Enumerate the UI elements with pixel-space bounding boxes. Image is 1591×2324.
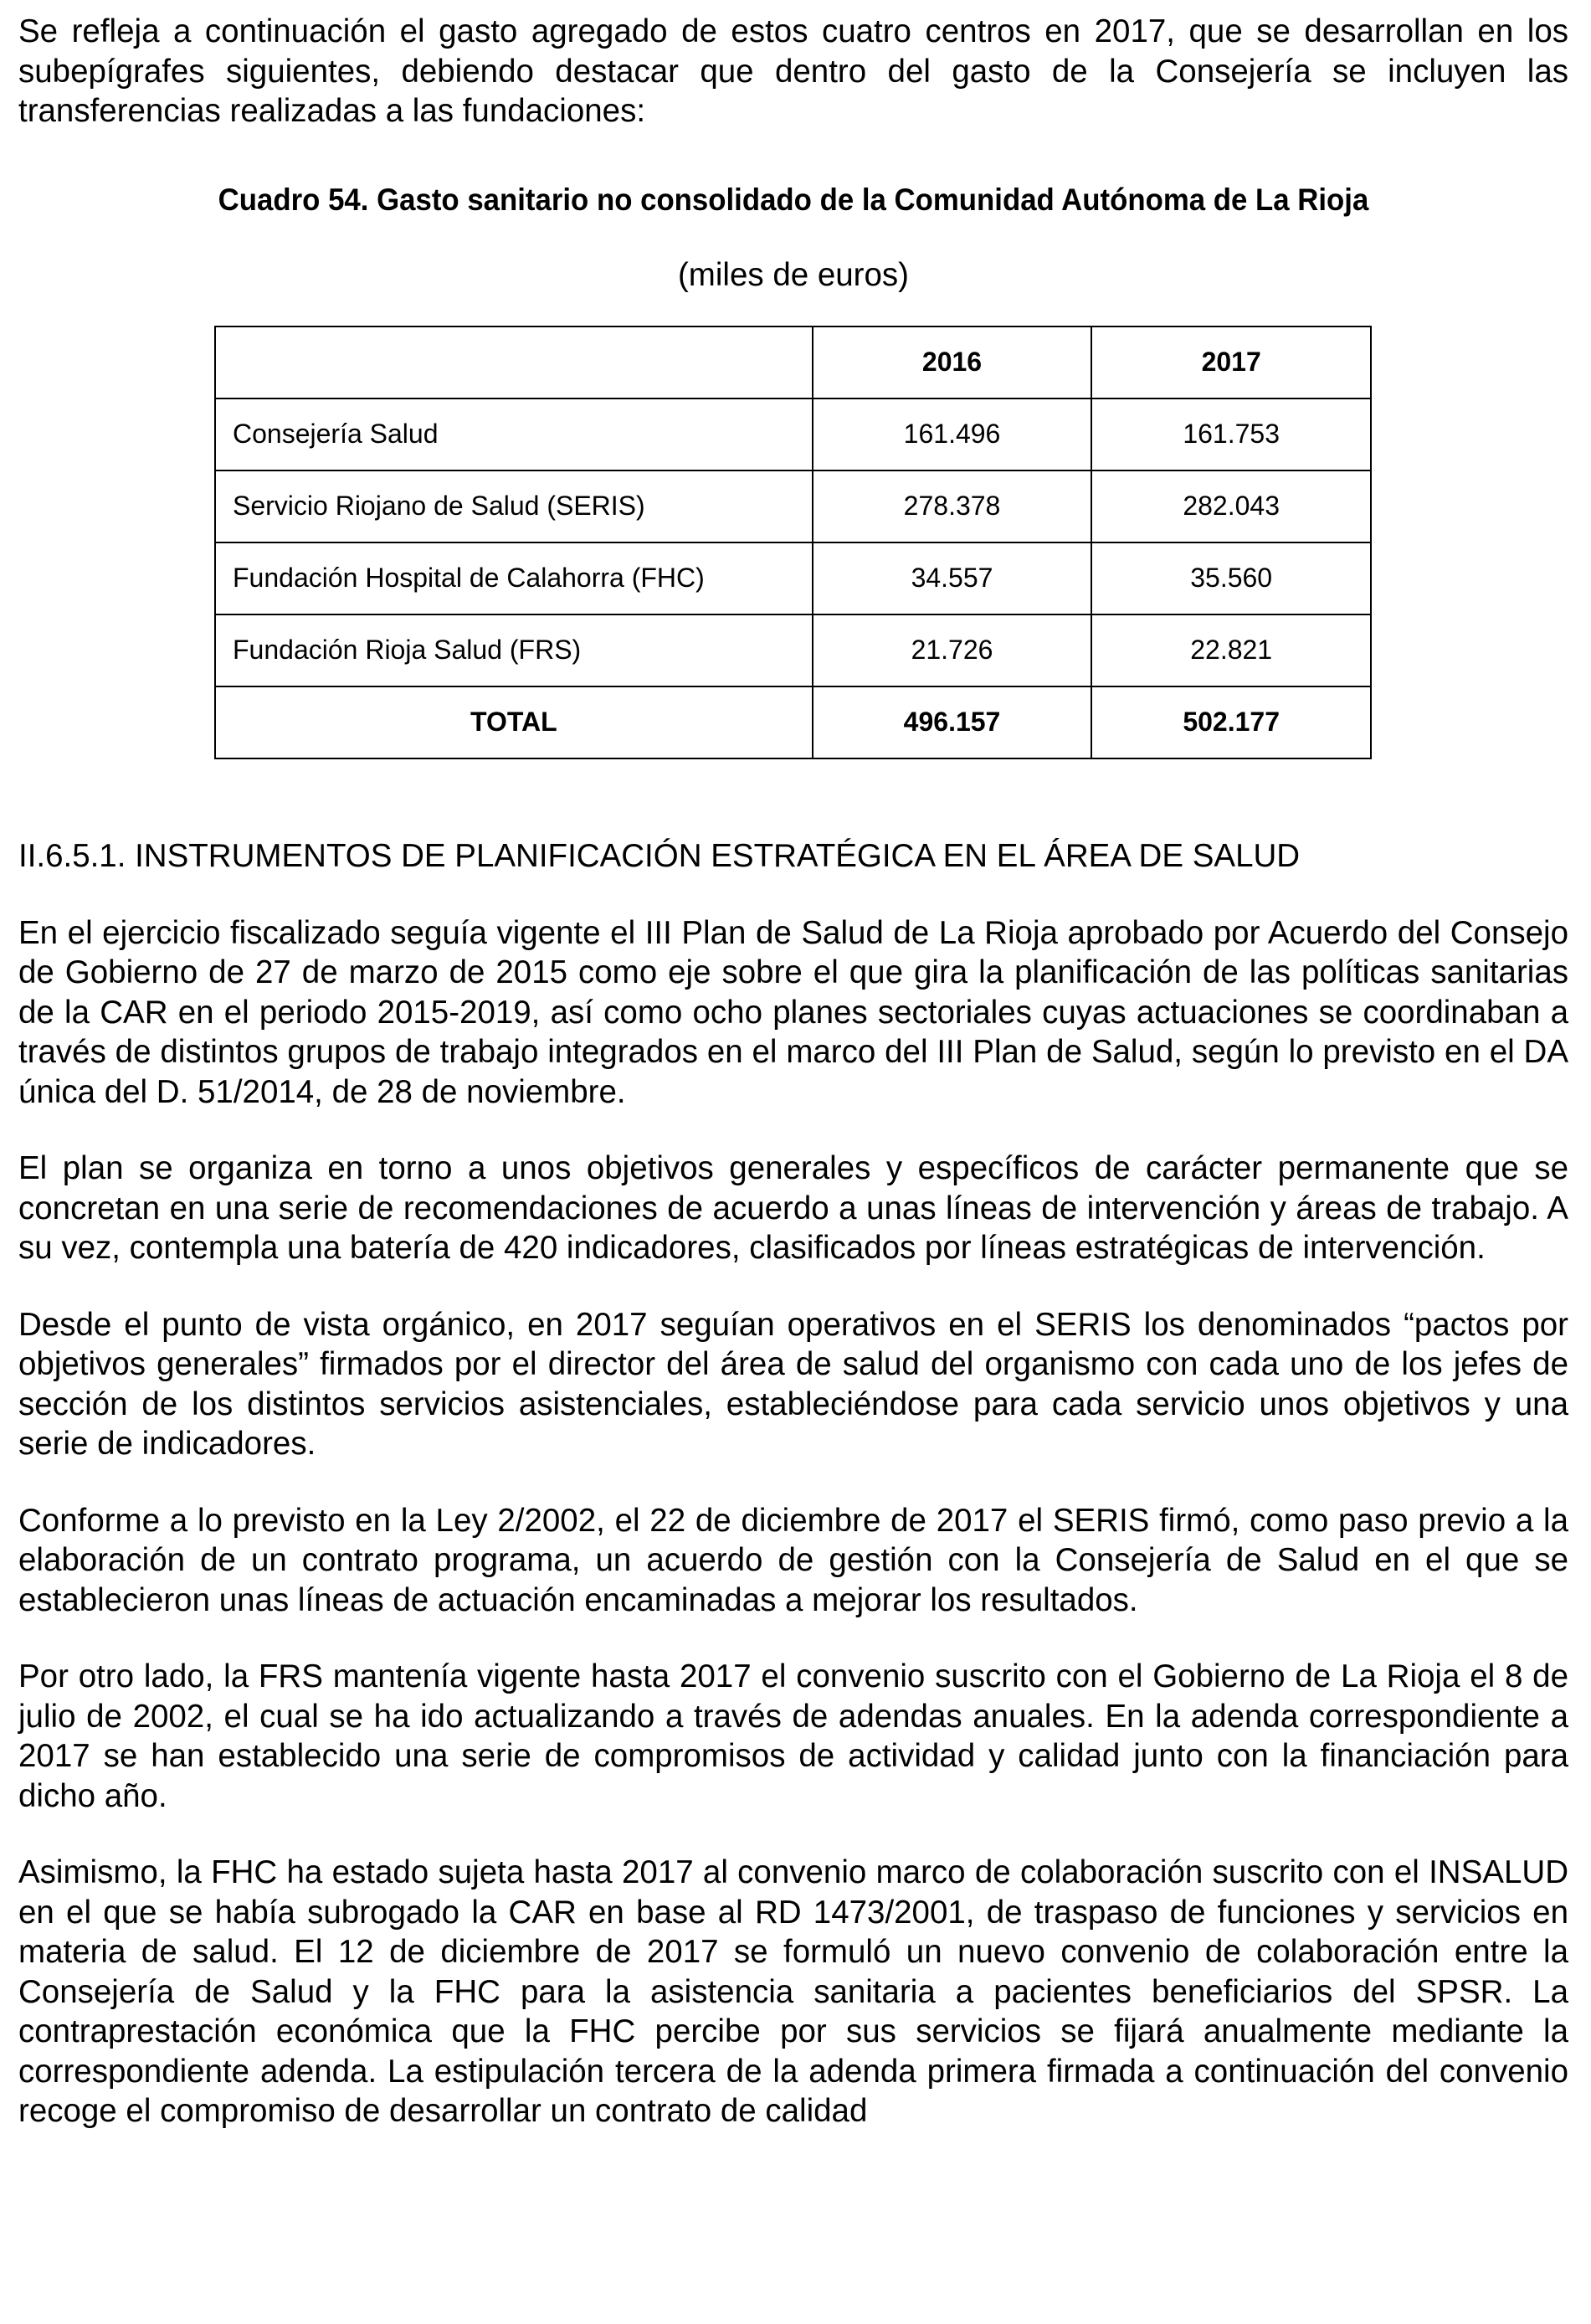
table-row: [215, 470, 1371, 542]
row-value-2016: 34.557: [813, 542, 1092, 614]
total-value-2016: 496.157: [813, 686, 1092, 758]
intro-paragraph: Se refleja a continuación el gasto agregado de estos cuatro centros en 2017, que se desarrollan en los subepígrafes siguientes, debiendo destacar que dentro del gasto de la Consejería se incluyen las transferencias realizadas a las fundaciones:: [18, 13, 1568, 129]
header-year-2017: 2017: [1091, 326, 1371, 398]
row-label: Fundación Rioja Salud (FRS): [215, 614, 813, 686]
row-value-2016: 21.726: [813, 614, 1092, 686]
document-page: [18, 12, 1568, 2131]
row-value-2016: 161.496: [813, 398, 1092, 470]
body-paragraph: Asimismo, la FHC ha estado sujeta hasta 2017 al convenio marco de colaboración suscrito con el INSALUD en el que se había subrogado la CAR en base al RD 1473/2001, de traspaso de funciones y servicios en materia de salud. El 12 de diciembre de 2017 se formuló un nuevo convenio de colaboración entre la Consejería de Salud y la FHC para la asistencia sanitaria a pacientes beneficiarios del SPSR. La contraprestación económica que la FHC percibe por sus servicios se fijará anualmente mediante la correspondiente adenda. La estipulación tercera de la adenda primera firmada a continuación del convenio recoge el compromiso de desarrollar un contrato de calidad: [18, 1854, 1568, 2129]
body-paragraph: Por otro lado, la FRS mantenía vigente hasta 2017 el convenio suscrito con el Gobierno de La Rioja el 8 de julio de 2002, el cual se ha ido actualizando a través de adendas anuales. En la adenda correspondiente a 2017 se han establecido una serie de compromisos de actividad y calidad junto con la financiación para dicho año.: [18, 1658, 1568, 1814]
body-paragraph: Conforme a lo previsto en la Ley 2/2002, el 22 de diciembre de 2017 el SERIS firmó, como paso previo a la elaboración de un contrato programa, un acuerdo de gestión con la Consejería de Salud en el que se establecieron unas líneas de actuación encaminadas a mejorar los resultados.: [18, 1502, 1568, 1618]
table-row: [215, 398, 1371, 470]
row-value-2017: 282.043: [1091, 470, 1371, 542]
expense-table: [214, 326, 1372, 759]
row-value-2017: 22.821: [1091, 614, 1371, 686]
total-label: TOTAL: [215, 686, 813, 758]
table-row: [215, 614, 1371, 686]
table-units: (miles de euros): [677, 256, 909, 293]
table-total-row: [215, 686, 1371, 758]
header-empty-cell: [215, 326, 813, 398]
section-heading: II.6.5.1. INSTRUMENTOS DE PLANIFICACIÓN ESTRATÉGICA EN EL ÁREA DE SALUD: [18, 837, 1301, 874]
row-value-2017: 35.560: [1091, 542, 1371, 614]
total-value-2017: 502.177: [1091, 686, 1371, 758]
body-paragraph: Desde el punto de vista orgánico, en 2017 seguían operativos en el SERIS los denominados “pactos por objetivos generales” firmados por el director del área de salud del organismo con cada uno de los jefes de sección de los distintos servicios asistenciales, estableciéndose para cada servicio unos objetivos y una serie de indicadores.: [18, 1306, 1568, 1462]
row-label: Fundación Hospital de Calahorra (FHC): [215, 542, 813, 614]
row-label: Servicio Riojano de Salud (SERIS): [215, 470, 813, 542]
body-paragraph: En el ejercicio fiscalizado seguía vigente el III Plan de Salud de La Rioja aprobado por Acuerdo del Consejo de Gobierno de 27 de marzo de 2015 como eje sobre el que gira la planificación de las políticas sanitarias de la CAR en el periodo 2015-2019, así como ocho planes sectoriales cuyas actuaciones se coordinaban a través de distintos grupos de trabajo integrados en el marco del III Plan de Salud, según lo previsto en el DA única del D. 51/2014, de 28 de noviembre.: [18, 914, 1568, 1110]
row-value-2016: 278.378: [813, 470, 1092, 542]
table-caption: Cuadro 54. Gasto sanitario no consolidado de la Comunidad Autónoma de La Rioja: [218, 182, 1369, 217]
header-year-2016: 2016: [813, 326, 1092, 398]
row-value-2017: 161.753: [1091, 398, 1371, 470]
table-row: [215, 542, 1371, 614]
body-paragraph: El plan se organiza en torno a unos objetivos generales y específicos de carácter permanente que se concretan en una serie de recomendaciones de acuerdo a unas líneas de intervención y áreas de trabajo. A su vez, contempla una batería de 420 indicadores, clasificados por líneas estratégicas de intervención.: [18, 1150, 1568, 1266]
row-label: Consejería Salud: [215, 398, 813, 470]
table-header-row: [215, 326, 1371, 398]
